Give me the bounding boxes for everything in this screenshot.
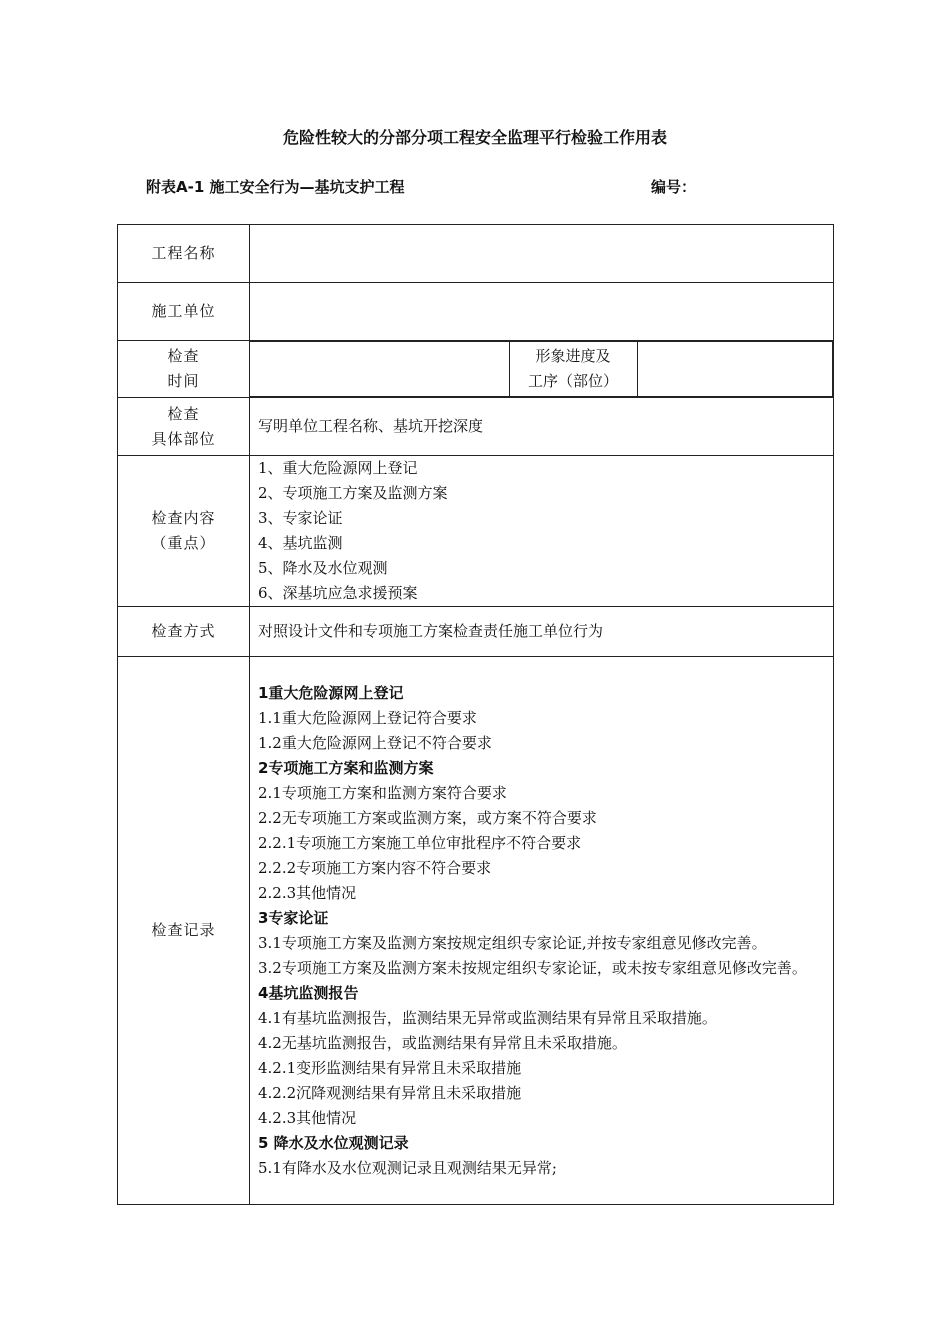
- inspection-time-field[interactable]: [250, 342, 509, 397]
- content-item: 6、深基坑应急求援预案: [258, 584, 418, 602]
- project-name-field[interactable]: [250, 225, 834, 283]
- content-item: 4、基坑监测: [258, 534, 343, 552]
- record-item: 3.1专项施工方案及监测方案按规定组织专家论证,并按专家组意见修改完善。: [258, 933, 767, 952]
- record-item: 4.2.3其他情况: [258, 1108, 357, 1127]
- inspection-form-table: [117, 224, 834, 1205]
- progress-field[interactable]: [637, 342, 833, 397]
- inspection-part-label-line2: 具体部位: [151, 429, 216, 448]
- record-item: 3.2专项施工方案及监测方案未按规定组织专家论证，或未按专家组意见修改完善。: [258, 958, 807, 977]
- inspection-content-label-line2: （重点）: [151, 534, 216, 552]
- record-item: 4.2.2沉降观测结果有异常且未采取措施: [258, 1083, 522, 1102]
- record-item: 4.1有基坑监测报告，监测结果无异常或监测结果有异常且采取措施。: [258, 1008, 717, 1027]
- inspection-method-field: 对照设计文件和专项施工方案检查责任施工单位行为: [250, 607, 834, 657]
- inspection-record-list: [250, 657, 834, 1205]
- project-name-row: [118, 225, 834, 283]
- record-section-heading: 4基坑监测报告: [258, 983, 359, 1002]
- document-title: 危险性较大的分部分项工程安全监理平行检验工作用表: [282, 128, 667, 147]
- content-item: 5、降水及水位观测: [258, 559, 388, 577]
- progress-label-line1: 形象进度及: [535, 347, 611, 365]
- record-section-heading: 2专项施工方案和监测方案: [258, 758, 434, 777]
- inspection-content-row: [118, 456, 834, 607]
- construction-unit-field[interactable]: [250, 283, 834, 341]
- inspection-method-label: 检查方式: [118, 607, 250, 657]
- inspection-content-list: [250, 456, 834, 607]
- progress-label-line2: 工序（部位）: [527, 372, 618, 390]
- inspection-record-label: 检查记录: [118, 657, 250, 1205]
- content-item: 3、专家论证: [258, 509, 343, 527]
- record-item: 2.2.3其他情况: [258, 883, 357, 902]
- construction-unit-row: [118, 283, 834, 341]
- inspection-content-label: [118, 456, 250, 607]
- content-item: 1、重大危险源网上登记: [258, 459, 418, 477]
- inspection-method-row: [118, 607, 834, 657]
- project-name-label: 工程名称: [118, 225, 250, 283]
- inspection-part-field[interactable]: 写明单位工程名称、基坑开挖深度: [250, 398, 834, 456]
- inspection-time-row: [118, 341, 834, 398]
- record-section-heading: 1重大危险源网上登记: [258, 683, 404, 702]
- construction-unit-label: 施工单位: [118, 283, 250, 341]
- inspection-part-label-line1: 检查: [167, 404, 200, 423]
- inspection-record-row: [118, 657, 834, 1205]
- inspection-part-label: [118, 398, 250, 456]
- record-section-heading: 5 降水及水位观测记录: [258, 1133, 409, 1152]
- record-item: 2.2无专项施工方案或监测方案，或方案不符合要求: [258, 808, 597, 827]
- form-subtitle: 附表A-1 施工安全行为—基坑支护工程: [146, 178, 405, 196]
- record-item: 1.1重大危险源网上登记符合要求: [258, 708, 477, 727]
- record-item: 4.2.1变形监测结果有异常且未采取措施: [258, 1058, 522, 1077]
- form-number-label: 编号：: [651, 178, 697, 196]
- progress-label: [509, 342, 637, 397]
- record-item: 1.2重大危险源网上登记不符合要求: [258, 733, 492, 752]
- content-item: 2、专项施工方案及监测方案: [258, 484, 448, 502]
- inspection-time-label: [118, 341, 250, 398]
- time-progress-subtable: [250, 341, 833, 397]
- record-section-heading: 3专家论证: [258, 908, 329, 927]
- inspection-part-row: [118, 398, 834, 456]
- record-item: 4.2无基坑监测报告，或监测结果有异常且未采取措施。: [258, 1033, 627, 1052]
- record-item: 2.2.2专项施工方案内容不符合要求: [258, 858, 492, 877]
- record-item: 5.1有降水及水位观测记录且观测结果无异常;: [258, 1158, 557, 1177]
- inspection-time-label-line1: 检查: [167, 347, 200, 365]
- record-item: 2.1专项施工方案和监测方案符合要求: [258, 783, 507, 802]
- inspection-content-label-line1: 检查内容: [151, 509, 216, 527]
- inspection-time-label-line2: 时间: [167, 372, 200, 390]
- record-item: 2.2.1专项施工方案施工单位审批程序不符合要求: [258, 833, 582, 852]
